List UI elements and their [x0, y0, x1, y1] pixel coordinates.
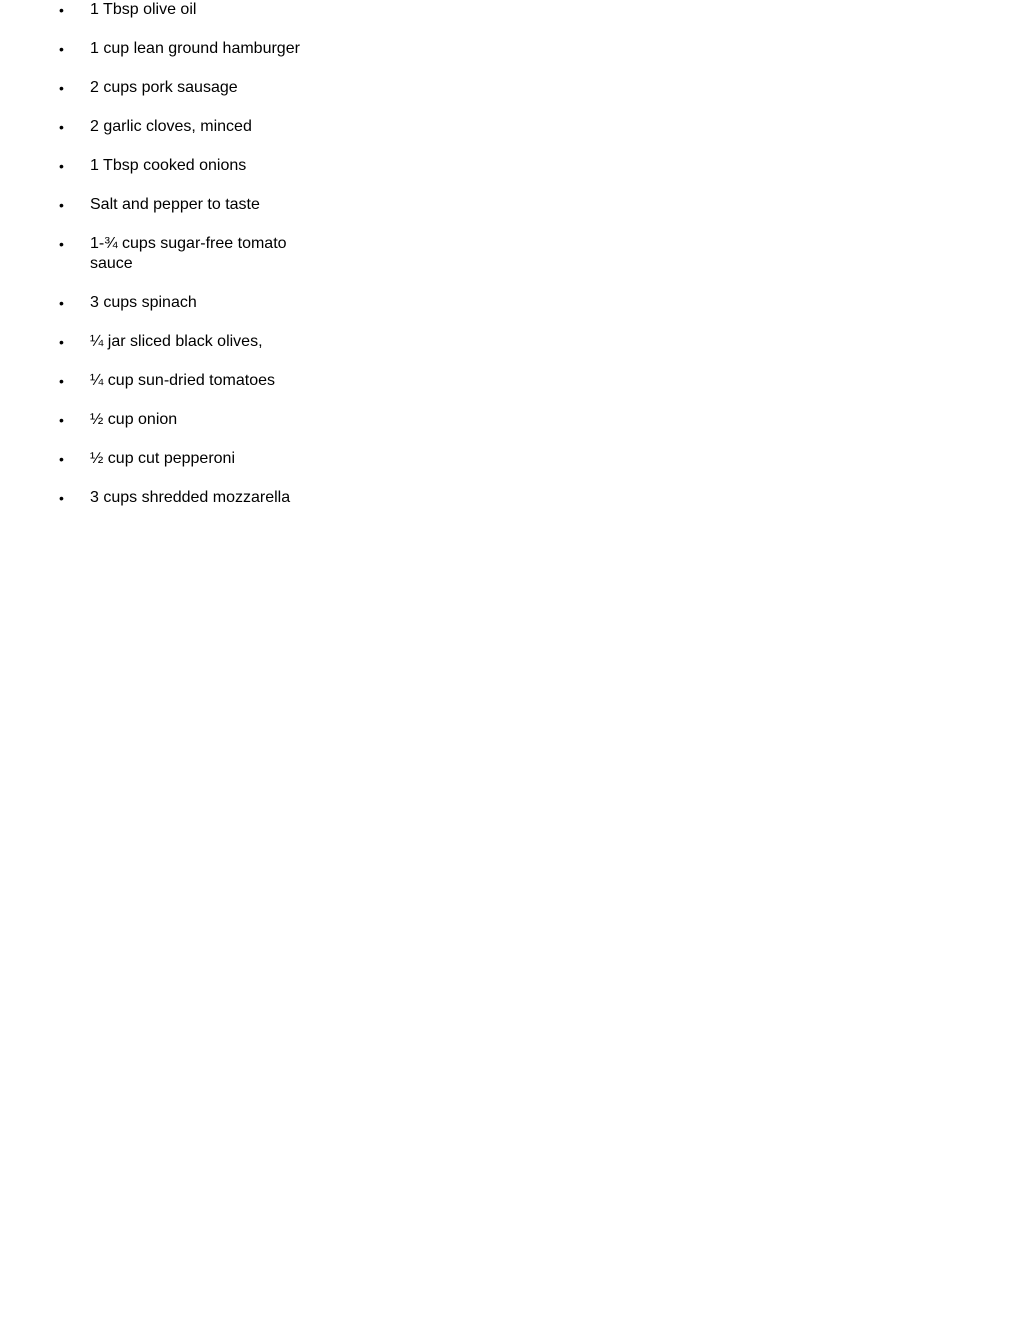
list-item	[0, 449, 330, 469]
ingredient-text: ½ cup cut pepperoni	[90, 450, 235, 467]
list-item	[0, 371, 330, 391]
bullet-icon: •	[59, 158, 64, 174]
bullet-icon: •	[59, 2, 64, 18]
list-item	[0, 78, 330, 98]
ingredient-text: ¼ cup sun-dried tomatoes	[90, 372, 275, 389]
bullet-icon: •	[59, 490, 64, 506]
ingredient-text: 1-¾ cups sugar-free tomato sauce	[90, 235, 287, 272]
ingredient-text: Salt and pepper to taste	[90, 196, 260, 213]
bullet-icon: •	[59, 451, 64, 467]
bullet-icon: •	[59, 41, 64, 57]
ingredient-text: 1 Tbsp cooked onions	[90, 157, 247, 174]
list-item	[0, 488, 330, 508]
list-item	[0, 293, 330, 313]
list-item	[0, 39, 330, 59]
bullet-icon: •	[59, 334, 64, 350]
list-item	[0, 410, 330, 430]
list-item	[0, 332, 330, 352]
ingredient-text: ¼ jar sliced black olives,	[90, 333, 263, 350]
list-item	[0, 195, 330, 215]
ingredient-text: 3 cups shredded mozzarella	[90, 489, 291, 506]
bullet-icon: •	[59, 373, 64, 389]
bullet-icon: •	[59, 295, 64, 311]
ingredient-text: 1 cup lean ground hamburger	[90, 40, 300, 57]
list-item	[0, 117, 330, 137]
ingredient-text: 1 Tbsp olive oil	[90, 1, 197, 18]
list-item	[0, 156, 330, 176]
ingredient-list	[0, 0, 330, 527]
bullet-icon: •	[59, 80, 64, 96]
bullet-icon: •	[59, 412, 64, 428]
list-item	[0, 234, 330, 274]
ingredient-text: ½ cup onion	[90, 411, 178, 428]
bullet-icon: •	[59, 236, 64, 252]
list-item	[0, 0, 330, 20]
bullet-icon: •	[59, 197, 64, 213]
ingredient-text: 2 cups pork sausage	[90, 79, 238, 96]
bullet-icon: •	[59, 119, 64, 135]
ingredient-text: 2 garlic cloves, minced	[90, 118, 252, 135]
ingredient-text: 3 cups spinach	[90, 294, 197, 311]
